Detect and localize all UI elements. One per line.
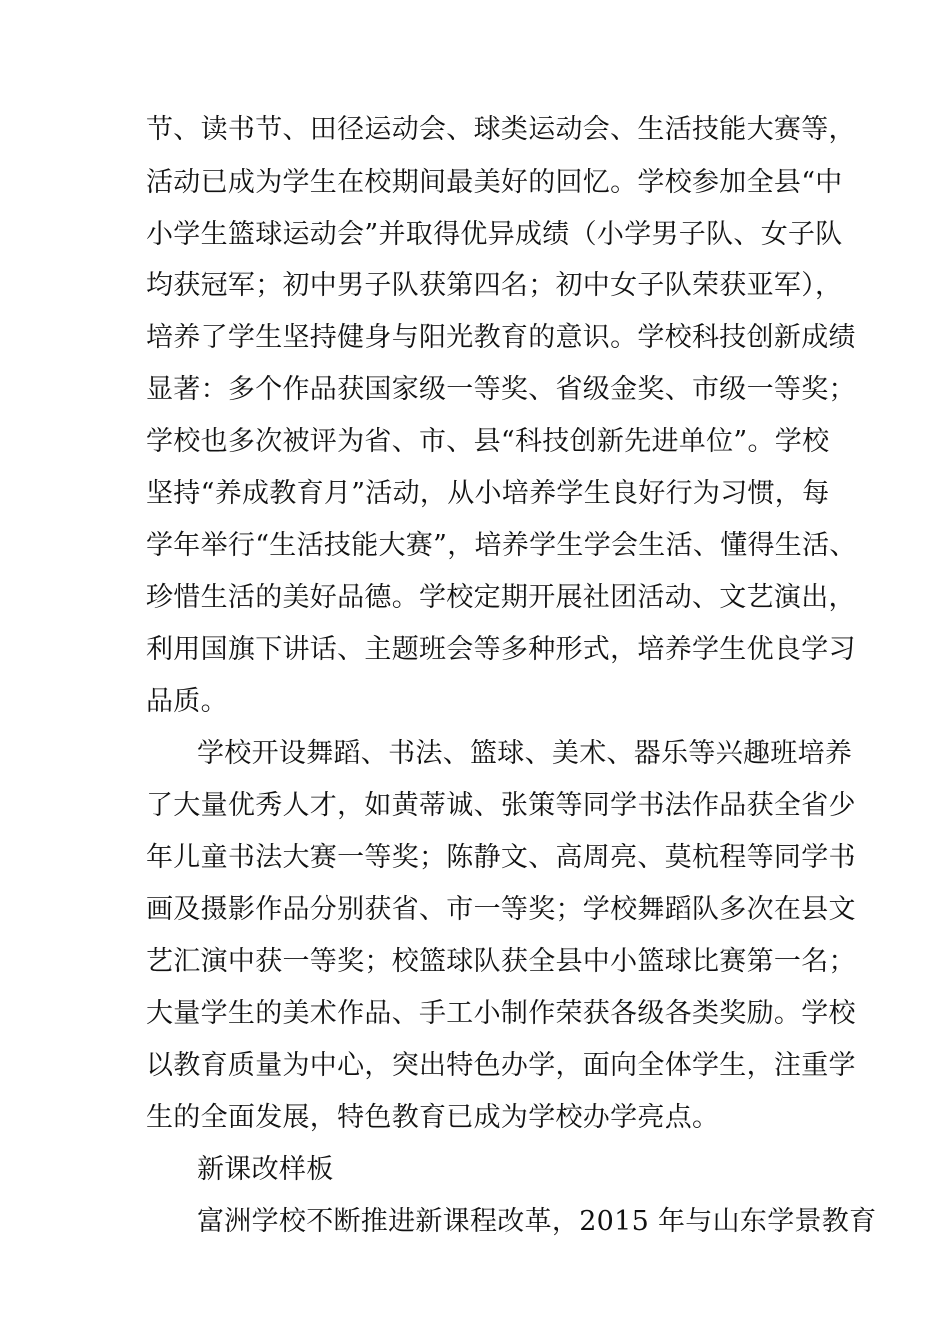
text-line: 显著：多个作品获国家级一等奖、省级金奖、市级一等奖； [146,374,856,405]
text-line: 坚持“养成教育月”活动，从小培养学生良好行为习惯，每 [146,478,830,509]
text-line: 以教育质量为中心，突出特色办学，面向全体学生，注重学 [146,1050,856,1081]
text-line: 利用国旗下讲话、主题班会等多种形式，培养学生优良学习 [146,634,856,665]
text-line: 了大量优秀人才，如黄蒂诚、张策等同学书法作品获全省少 [146,790,856,821]
text-line: 小学生篮球运动会”并取得优异成绩（小学男子队、女子队 [146,219,843,250]
text-line: 画及摄影作品分别获省、市一等奖；学校舞蹈队多次在县文 [146,894,856,925]
text-line: 生的全面发展，特色教育已成为学校办学亮点。 [146,1102,720,1133]
text-line: 品质。 [146,686,228,717]
text-line: 年儿童书法大赛一等奖；陈静文、高周亮、莫杭程等同学书 [146,842,856,873]
paragraph-first-line: 学校开设舞蹈、书法、篮球、美术、器乐等兴趣班培养 [197,738,853,769]
text-line: 活动已成为学生在校期间最美好的回忆。学校参加全县“中 [146,167,843,198]
section-heading: 新课改样板 [197,1154,334,1185]
paragraph-first-line: 富洲学校不断推进新课程改革，2015 年与山东学景教育 [197,1206,877,1237]
text-line: 培养了学生坚持健身与阳光教育的意识。学校科技创新成绩 [146,322,856,353]
text-line: 大量学生的美术作品、手工小制作荣获各级各类奖励。学校 [146,998,856,1029]
text-line: 珍惜生活的美好品德。学校定期开展社团活动、文艺演出， [146,582,856,613]
text-line: 学校也多次被评为省、市、县“科技创新先进单位”。学校 [146,426,830,457]
text-line: 均获冠军；初中男子队获第四名；初中女子队荣获亚军）， [146,270,843,301]
text-line: 节、读书节、田径运动会、球类运动会、生活技能大赛等， [146,114,856,145]
text-line: 艺汇演中获一等奖；校篮球队获全县中小篮球比赛第一名； [146,946,856,977]
text-line: 学年举行“生活技能大赛”，培养学生学会生活、懂得生活、 [146,530,857,561]
